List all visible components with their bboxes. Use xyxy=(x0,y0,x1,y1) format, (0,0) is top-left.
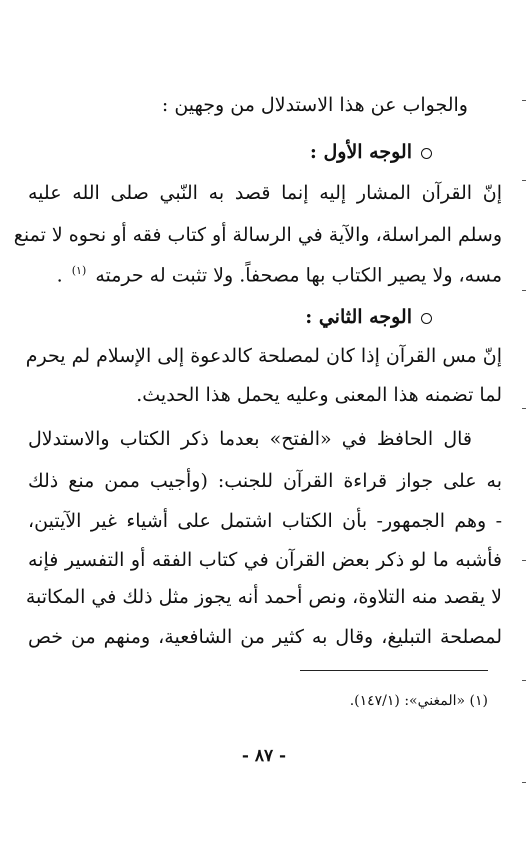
margin-mark xyxy=(522,560,526,561)
text-line-4-body: مسه، ولا يصير الكتاب بها مصحفاً. ولا تثبت له حرمته xyxy=(95,264,502,287)
margin-mark xyxy=(522,782,526,783)
text-line-1: والجواب عن هذا الاستدلال من وجهين : xyxy=(161,94,468,116)
section-heading-first-aspect: الوجه الأول : xyxy=(309,141,412,163)
text-line-10: فأشبه ما لو ذكر بعض القرآن في كتاب الفقه أو التفسير فإنه xyxy=(28,549,502,571)
section-heading-second-aspect: الوجه الثاني : xyxy=(305,306,412,328)
footnote-separator xyxy=(300,670,488,671)
text-line-5: إنّ مس القرآن إذا كان لمصلحة كالدعوة إلى الإسلام لم يحرم xyxy=(25,345,502,367)
circle-bullet-icon xyxy=(421,148,432,159)
margin-mark xyxy=(522,100,526,101)
text-line-8: به على جواز قراءة القرآن للجنب: (وأجيب ممن منع ذلك xyxy=(28,470,502,492)
text-line-12: لمصلحة التبليغ، وقال به كثير من الشافعية، ومنهم من خص xyxy=(28,626,502,648)
text-line-4 xyxy=(57,256,502,290)
text-line-9: - وهم الجمهور- بأن الكتاب اشتمل على أشياء غير الآيتين، xyxy=(28,510,502,532)
margin-mark xyxy=(522,180,526,181)
footnote: (١) «المغني»: (١٤٧/١). xyxy=(349,693,488,709)
page-number: - ٨٧ - xyxy=(241,746,287,766)
text-line-2: إنّ القرآن المشار إليه إنما قصد به النّبي صلى الله عليه xyxy=(28,182,502,204)
margin-mark xyxy=(522,290,526,291)
text-line-3: وسلم المراسلة، والآية في الرسالة أو كتاب فقه أو نحوه لا تمنع xyxy=(13,224,502,246)
text-line-6: لما تضمنه هذا المعنى وعليه يحمل هذا الحديث. xyxy=(136,384,502,406)
text-line-4-end: . xyxy=(56,264,63,287)
text-line-11: لا يقصد منه التلاوة، ونص أحمد أنه يجوز مثل ذلك في المكاتبة xyxy=(25,586,502,608)
margin-mark xyxy=(522,680,526,681)
footnote-reference[interactable]: (١) xyxy=(71,264,87,277)
text-line-7: قال الحافظ في «الفتح» بعدما ذكر الكتاب والاستدلال xyxy=(28,428,472,450)
margin-mark xyxy=(522,408,526,409)
circle-bullet-icon xyxy=(421,313,432,324)
